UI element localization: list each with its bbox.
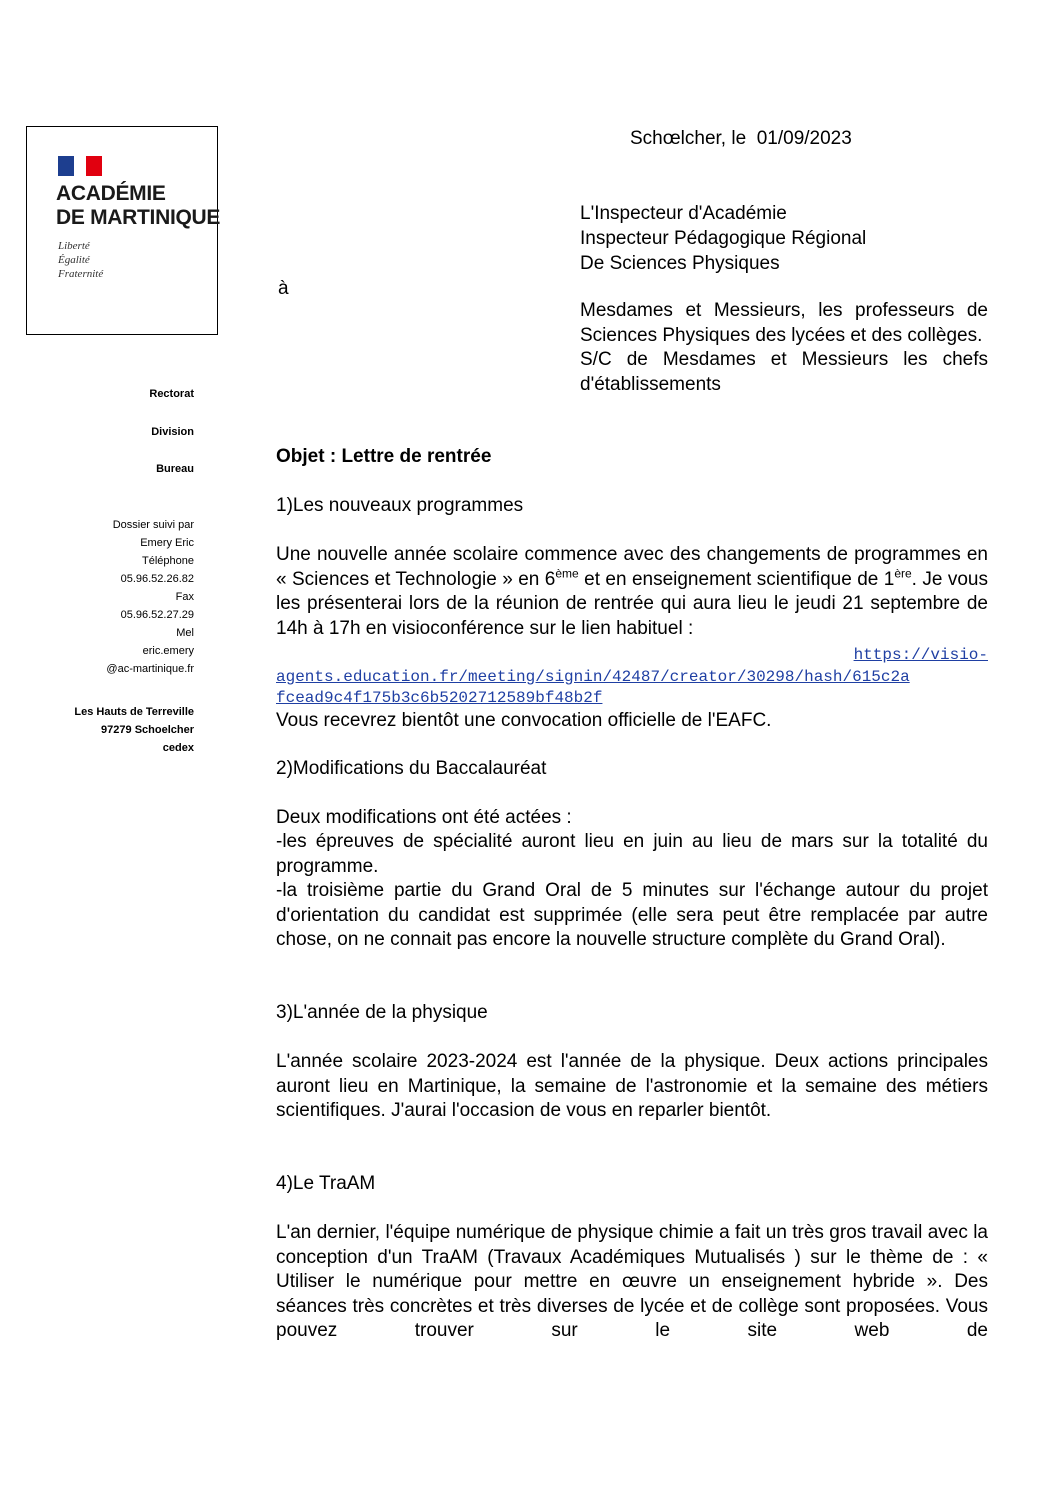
visio-link-part1-wrap bbox=[838, 646, 988, 664]
visio-link-part2-wrap bbox=[276, 668, 910, 686]
address-line3: cedex bbox=[162, 742, 194, 754]
motto-fraternite: Fraternité bbox=[58, 268, 104, 280]
flag-blue-band bbox=[58, 156, 74, 176]
sender-line1: L'Inspecteur d'Académie bbox=[580, 203, 787, 224]
visio-link-part2[interactable]: agents.education.fr/meeting/signin/42487/creator/30298/hash/615c2a bbox=[276, 668, 910, 686]
s1-sup-6eme: ème bbox=[555, 566, 579, 581]
contact-label-phone: Téléphone bbox=[142, 555, 194, 567]
address-line2: 97279 Schoelcher bbox=[101, 724, 194, 736]
section-4-paragraph: L'an dernier, l'équipe numérique de physique chimie a fait un très gros travail avec la conception d'un TraAM (Travaux Académiques Mutualisés ) sur le thème de : « Utiliser le numérique pour mettre en œuvre un enseignement hybride ». Des séances très concrètes et très diverses de lycée et de collège sont proposées. Vous pouvez trouver sur le site web de bbox=[276, 1222, 988, 1341]
sidebar-rectorat: Rectorat bbox=[149, 388, 194, 400]
recipients bbox=[580, 299, 988, 397]
place-and-date: Schœlcher, le 01/09/2023 bbox=[630, 128, 852, 149]
addressee-to: à bbox=[278, 278, 289, 299]
contact-label-fax: Fax bbox=[175, 591, 194, 603]
section-1-paragraph bbox=[276, 543, 988, 641]
motto-egalite: Égalité bbox=[58, 254, 90, 266]
section-2-title: 2)Modifications du Baccalauréat bbox=[276, 758, 547, 779]
logo-title-line2: DE MARTINIQUE bbox=[56, 206, 221, 229]
section-1-title: 1)Les nouveaux programmes bbox=[276, 495, 524, 516]
address-line1: Les Hauts de Terreville bbox=[74, 706, 194, 718]
section-1-convocation: Vous recevrez bientôt une convocation officielle de l'EAFC. bbox=[276, 710, 772, 731]
section-4-title: 4)Le TraAM bbox=[276, 1173, 376, 1194]
s1-sup-1ere: ère bbox=[894, 566, 912, 581]
sender-line3: De Sciences Physiques bbox=[580, 253, 780, 274]
contact-mail-user: eric.emery bbox=[142, 645, 194, 657]
contact-name: Emery Eric bbox=[140, 537, 194, 549]
logo-title-line1: ACADÉMIE bbox=[56, 182, 166, 205]
contact-label-mail: Mel bbox=[176, 627, 194, 639]
recipients-cc: S/C de Mesdames et Messieurs les chefs d'établissements bbox=[580, 349, 988, 395]
logo-frame bbox=[26, 126, 221, 335]
section-2-item-1: -les épreuves de spécialité auront lieu en juin au lieu de mars sur la totalité du programme. bbox=[276, 831, 988, 877]
visio-link-part3[interactable]: fcead9c4f175b3c6b5202712589bf48b2f bbox=[276, 689, 603, 707]
flag-red-band bbox=[86, 156, 102, 176]
marianne-flag-icon bbox=[58, 156, 102, 176]
flag-white-band bbox=[74, 156, 86, 176]
visio-link-part1[interactable]: https://visio- bbox=[853, 646, 988, 664]
contact-fax: 05.96.52.27.29 bbox=[120, 609, 194, 621]
sidebar-address bbox=[74, 703, 194, 757]
sidebar-bureau: Bureau bbox=[156, 463, 194, 475]
letter-object: Objet : Lettre de rentrée bbox=[276, 446, 492, 467]
s1-text-c: . Je vous les présenterai lors de la réunion de rentrée qui aura lieu le jeudi 21 septembre de 14h à 17h en visioconférence sur le lien habituel : bbox=[276, 568, 988, 639]
contact-phone: 05.96.52.26.82 bbox=[120, 573, 194, 585]
section-3-paragraph: L'année scolaire 2023-2024 est l'année de la physique. Deux actions principales auront lieu en Martinique, la semaine de l'astronomie et la semaine des métiers scientifiques. J'aurai l'occasion de vous en reparler bientôt. bbox=[276, 1051, 988, 1121]
section-2-item-2: -la troisième partie du Grand Oral de 5 minutes sur l'échange autour du projet d'orientation du candidat est supprimée (elle sera peut être remplacée par autre chose, on ne connait pas encore la nouvelle structure complète du Grand Oral). bbox=[276, 880, 988, 950]
s1-text-b: et en enseignement scientifique de 1 bbox=[578, 568, 895, 590]
section-2-intro: Deux modifications ont été actées : bbox=[276, 807, 572, 828]
sidebar-contact bbox=[106, 516, 194, 678]
visio-link-part3-wrap bbox=[276, 689, 602, 707]
contact-mail-domain: @ac-martinique.fr bbox=[106, 663, 194, 675]
s1-text-a: Une nouvelle année scolaire commence avec des changements de programmes en « Sciences et Technologie » en 6 bbox=[276, 544, 988, 590]
motto-liberte: Liberté bbox=[58, 240, 90, 252]
recipients-main: Mesdames et Messieurs, les professeurs de Sciences Physiques des lycées et des collèges. bbox=[580, 300, 988, 346]
section-3-title: 3)L'année de la physique bbox=[276, 1002, 488, 1023]
sender-line2: Inspecteur Pédagogique Régional bbox=[580, 228, 867, 249]
sidebar-division: Division bbox=[151, 426, 194, 438]
contact-label-followed-by: Dossier suivi par bbox=[112, 519, 194, 531]
